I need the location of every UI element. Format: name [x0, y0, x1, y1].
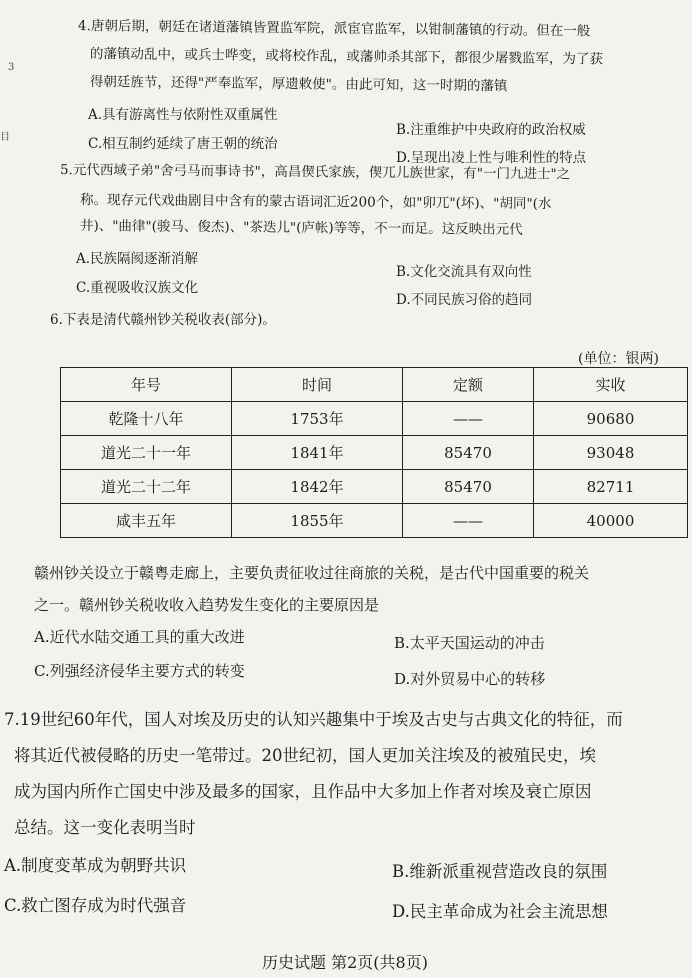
- q4-stem-line: 得朝廷旌节，还得"严奉监军，厚遗敕使"。由此可知，这一时期的藩镇: [89, 74, 508, 95]
- q7-stem-line: 7.19世纪60年代，国人对埃及历史的认知兴趣集中于埃及古史与古典文化的特征，而: [4, 710, 623, 729]
- q7-option-b[interactable]: B.维新派重视营造改良的氛围: [392, 862, 608, 881]
- table-unit-label: (单位：银两): [578, 351, 659, 367]
- table-cell: ——: [403, 402, 534, 436]
- table-cell: 90680: [534, 402, 688, 436]
- table-header: 时间: [232, 368, 403, 402]
- q6-option-d[interactable]: D.对外贸易中心的转移: [394, 670, 546, 688]
- table-row: [61, 402, 688, 436]
- table-header: 年号: [61, 368, 232, 402]
- table-cell: 道光二十一年: [61, 436, 232, 470]
- table-cell: ——: [403, 504, 534, 538]
- q5-option-d[interactable]: D.不同民族习俗的趋同: [396, 292, 533, 308]
- q7-stem-line: 成为国内所作亡国史中涉及最多的国家，且作品中大多加上作者对埃及衰亡原因: [14, 782, 592, 801]
- tax-table: [60, 367, 688, 538]
- q5-option-b[interactable]: B.文化交流具有双向性: [396, 264, 532, 280]
- q4-option-b[interactable]: B.注重维护中央政府的政治权威: [396, 122, 586, 138]
- table-row: [61, 470, 688, 504]
- q6-option-c[interactable]: C.列强经济侵华主要方式的转变: [34, 662, 245, 680]
- q7-stem-line: 总结。这一变化表明当时: [14, 818, 196, 837]
- q5-stem-line: 井)、"曲律"(骏马、俊杰)、"茶迭儿"(庐帐)等等，不一而足。这反映出元代: [79, 218, 523, 238]
- q4-option-d[interactable]: D.呈现出凌上性与唯利性的特点: [396, 150, 587, 166]
- q4-option-a[interactable]: A.具有游离性与依附性双重属性: [88, 107, 278, 123]
- table-cell: 道光二十二年: [61, 470, 232, 504]
- table-cell: 1753年: [232, 402, 403, 436]
- q6-after-line: 之一。赣州钞关税收收入趋势发生变化的主要原因是: [34, 596, 380, 614]
- table-cell: 85470: [403, 436, 534, 470]
- q5-option-c[interactable]: C.重视吸收汉族文化: [76, 280, 199, 296]
- table-cell: 82711: [534, 470, 688, 504]
- table-row: [61, 504, 688, 538]
- q7-option-a[interactable]: A.制度变革成为朝野共识: [4, 856, 187, 875]
- table-cell: 咸丰五年: [61, 504, 232, 538]
- table-cell: 40000: [534, 504, 688, 538]
- table-cell: 1855年: [232, 504, 403, 538]
- q6-option-a[interactable]: A.近代水陆交通工具的重大改进: [34, 628, 245, 646]
- q6-option-b[interactable]: B.太平天国运动的冲击: [394, 634, 545, 652]
- table-header: 定额: [403, 368, 534, 402]
- margin-mark: 目: [0, 132, 10, 143]
- q7-stem-line: 将其近代被侵略的历史一笔带过。20世纪初，国人更加关注埃及的被殖民史，埃: [14, 746, 596, 765]
- table-cell: 1842年: [232, 470, 403, 504]
- table-cell: 1841年: [232, 436, 403, 470]
- table-cell: 乾隆十八年: [61, 402, 232, 436]
- q6-after-line: 赣州钞关设立于赣粤走廊上，主要负责征收过往商旅的关税，是古代中国重要的税关: [34, 564, 590, 582]
- q5-stem-line: 称。现存元代戏曲剧目中含有的蒙古语词汇近200个，如"卯兀"(坏)、"胡同"(水: [79, 192, 552, 213]
- page-footer: 历史试题 第2页(共8页): [262, 953, 428, 972]
- q5-stem-line: 5.元代西域子弟"舍弓马而事诗书"，高昌偰氏家族，偰兀儿族世家，有"一门九进士"之: [59, 162, 571, 183]
- q4-stem-line: 4.唐朝后期，朝廷在诸道藩镇皆置监军院，派宦官监军，以钳制藩镇的行动。但在一般: [77, 18, 591, 40]
- q7-option-d[interactable]: D.民主革命成为社会主流思想: [392, 902, 608, 921]
- table-header: 实收: [534, 368, 688, 402]
- q6-stem: 6.下表是清代赣州钞关税收表(部分)。: [50, 312, 276, 328]
- q5-option-a[interactable]: A.民族隔阂逐渐消解: [76, 251, 199, 267]
- table-cell: 85470: [403, 470, 534, 504]
- table-cell: 93048: [534, 436, 688, 470]
- margin-mark: 3: [8, 62, 15, 73]
- table-row: [61, 436, 688, 470]
- table-header-row: [61, 368, 688, 402]
- q4-stem-line: 的藩镇动乱中，或兵士哗变，或将校作乱，或藩帅杀其部下，都很少屠戮监军，为了获: [89, 46, 604, 68]
- q7-option-c[interactable]: C.救亡图存成为时代强音: [4, 896, 187, 915]
- q4-option-c[interactable]: C.相互制约延续了唐王朝的统治: [88, 136, 278, 152]
